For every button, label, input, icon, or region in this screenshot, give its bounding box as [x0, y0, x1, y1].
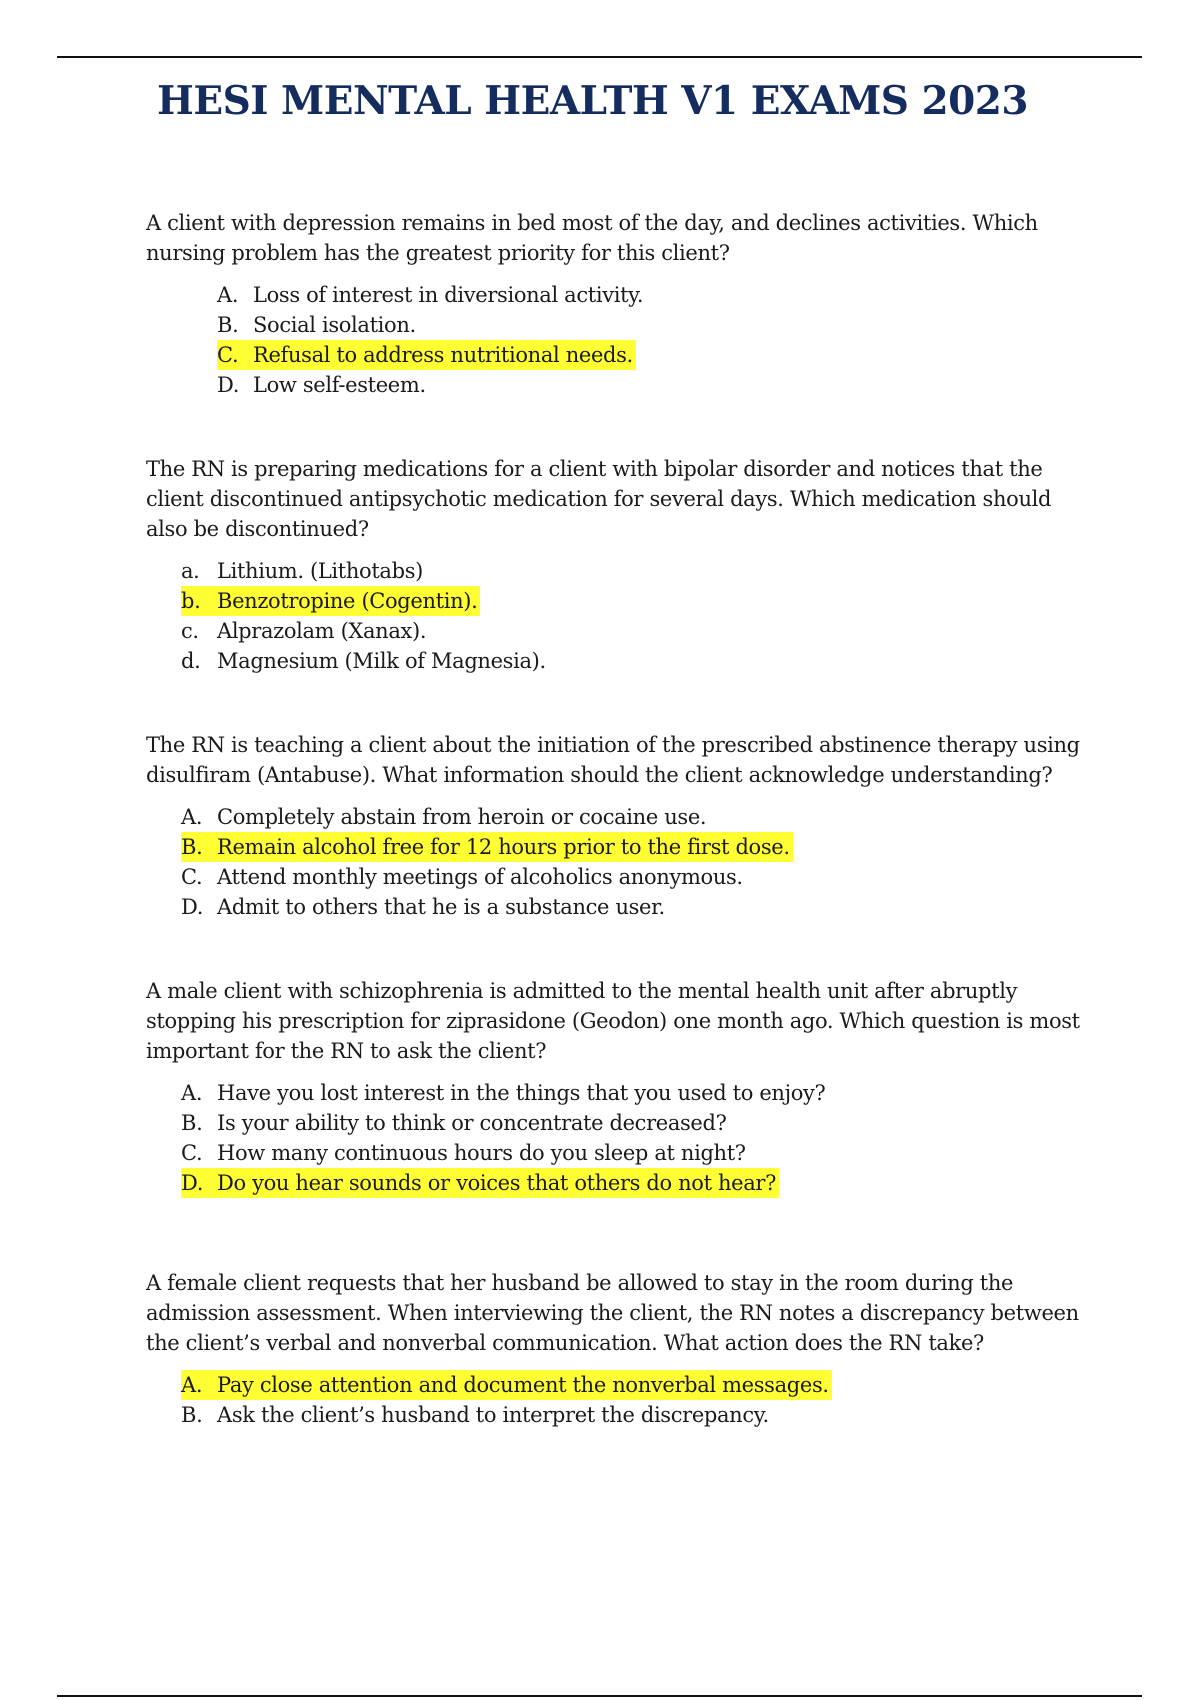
answer-option — [181, 862, 1086, 892]
option-letter: B. — [181, 1403, 203, 1427]
answer-option — [181, 1400, 1086, 1430]
option-text: Low self-esteem. — [253, 373, 426, 397]
option-letter: B. — [217, 313, 239, 337]
answer-options — [146, 1078, 1086, 1198]
option-text: Refusal to address nutritional needs. — [253, 343, 633, 367]
top-rule — [57, 56, 1142, 58]
question-stem: The RN is teaching a client about the initiation of the prescribed abstinence therapy using disulfiram (Antabuse). What information should the client acknowledge understanding? — [146, 733, 1080, 787]
option-text: Do you hear sounds or voices that others do not hear? — [217, 1171, 777, 1195]
option-letter: B. — [181, 1111, 203, 1135]
option-text: Alprazolam (Xanax). — [217, 619, 427, 643]
option-letter: C. — [181, 865, 203, 889]
option-text: Pay close attention and document the nonverbal messages. — [217, 1373, 829, 1397]
option-text: Completely abstain from heroin or cocaine use. — [217, 805, 707, 829]
answer-option — [217, 310, 1086, 340]
option-text: Attend monthly meetings of alcoholics anonymous. — [217, 865, 743, 889]
bottom-rule — [57, 1695, 1142, 1697]
option-text: Loss of interest in diversional activity. — [253, 283, 644, 307]
answer-option — [217, 280, 1086, 310]
answer-options — [146, 802, 1086, 922]
option-letter: C. — [217, 343, 239, 367]
option-text: Social isolation. — [253, 313, 416, 337]
option-letter: a. — [181, 559, 200, 583]
question-stem: A male client with schizophrenia is admitted to the mental health unit after abruptly stopping his prescription for ziprasidone (Geodon) one month ago. Which question is most important for the RN to ask the client? — [146, 979, 1080, 1063]
option-letter: C. — [181, 1141, 203, 1165]
answer-option — [181, 1108, 1086, 1138]
option-text: Is your ability to think or concentrate decreased? — [217, 1111, 727, 1135]
option-letter: B. — [181, 835, 203, 859]
option-text: Benzotropine (Cogentin). — [217, 589, 478, 613]
answer-option — [181, 556, 1086, 586]
document-title: HESI MENTAL HEALTH V1 EXAMS 2023 — [157, 78, 1029, 124]
option-text: Admit to others that he is a substance user. — [217, 895, 665, 919]
answer-options — [146, 556, 1086, 676]
answer-option — [181, 832, 1086, 862]
option-letter: d. — [181, 649, 201, 673]
answer-option — [217, 370, 1086, 400]
option-letter: c. — [181, 619, 199, 643]
answer-option — [181, 586, 1086, 616]
option-letter: D. — [181, 1171, 204, 1195]
answer-option — [217, 340, 1086, 370]
question-2 — [146, 454, 1086, 676]
option-letter: A. — [217, 283, 239, 307]
answer-option — [181, 1168, 1086, 1198]
answer-option — [181, 802, 1086, 832]
answer-option — [181, 1138, 1086, 1168]
answer-option — [181, 646, 1086, 676]
answer-option — [181, 1370, 1086, 1400]
option-letter: A. — [181, 1081, 203, 1105]
option-text: Magnesium (Milk of Magnesia). — [217, 649, 546, 673]
option-letter: A. — [181, 1373, 203, 1397]
question-stem: A client with depression remains in bed most of the day, and declines activities. Which nursing problem has the greatest priority for this client? — [146, 211, 1038, 265]
question-4 — [146, 976, 1086, 1198]
answer-option — [181, 1078, 1086, 1108]
question-stem: The RN is preparing medications for a client with bipolar disorder and notices that the client discontinued antipsychotic medication for several days. Which medication should also be discontinued? — [146, 457, 1052, 541]
option-text: Lithium. (Lithotabs) — [217, 559, 423, 583]
option-text: Have you lost interest in the things that you used to enjoy? — [217, 1081, 826, 1105]
option-letter: D. — [181, 895, 204, 919]
answer-options — [146, 280, 1086, 400]
option-text: How many continuous hours do you sleep at night? — [217, 1141, 746, 1165]
option-text: Ask the client’s husband to interpret the discrepancy. — [217, 1403, 769, 1427]
answer-option — [181, 892, 1086, 922]
answer-options — [146, 1370, 1086, 1430]
question-3 — [146, 730, 1086, 922]
option-letter: A. — [181, 805, 203, 829]
question-1 — [146, 208, 1086, 400]
answer-option — [181, 616, 1086, 646]
option-text: Remain alcohol free for 12 hours prior to the first dose. — [217, 835, 790, 859]
option-letter: b. — [181, 589, 201, 613]
question-5 — [146, 1268, 1086, 1430]
option-letter: D. — [217, 373, 240, 397]
question-stem: A female client requests that her husband be allowed to stay in the room during the admission assessment. When interviewing the client, the RN notes a discrepancy between the client’s verbal and nonverbal communication. What action does the RN take? — [146, 1271, 1079, 1355]
